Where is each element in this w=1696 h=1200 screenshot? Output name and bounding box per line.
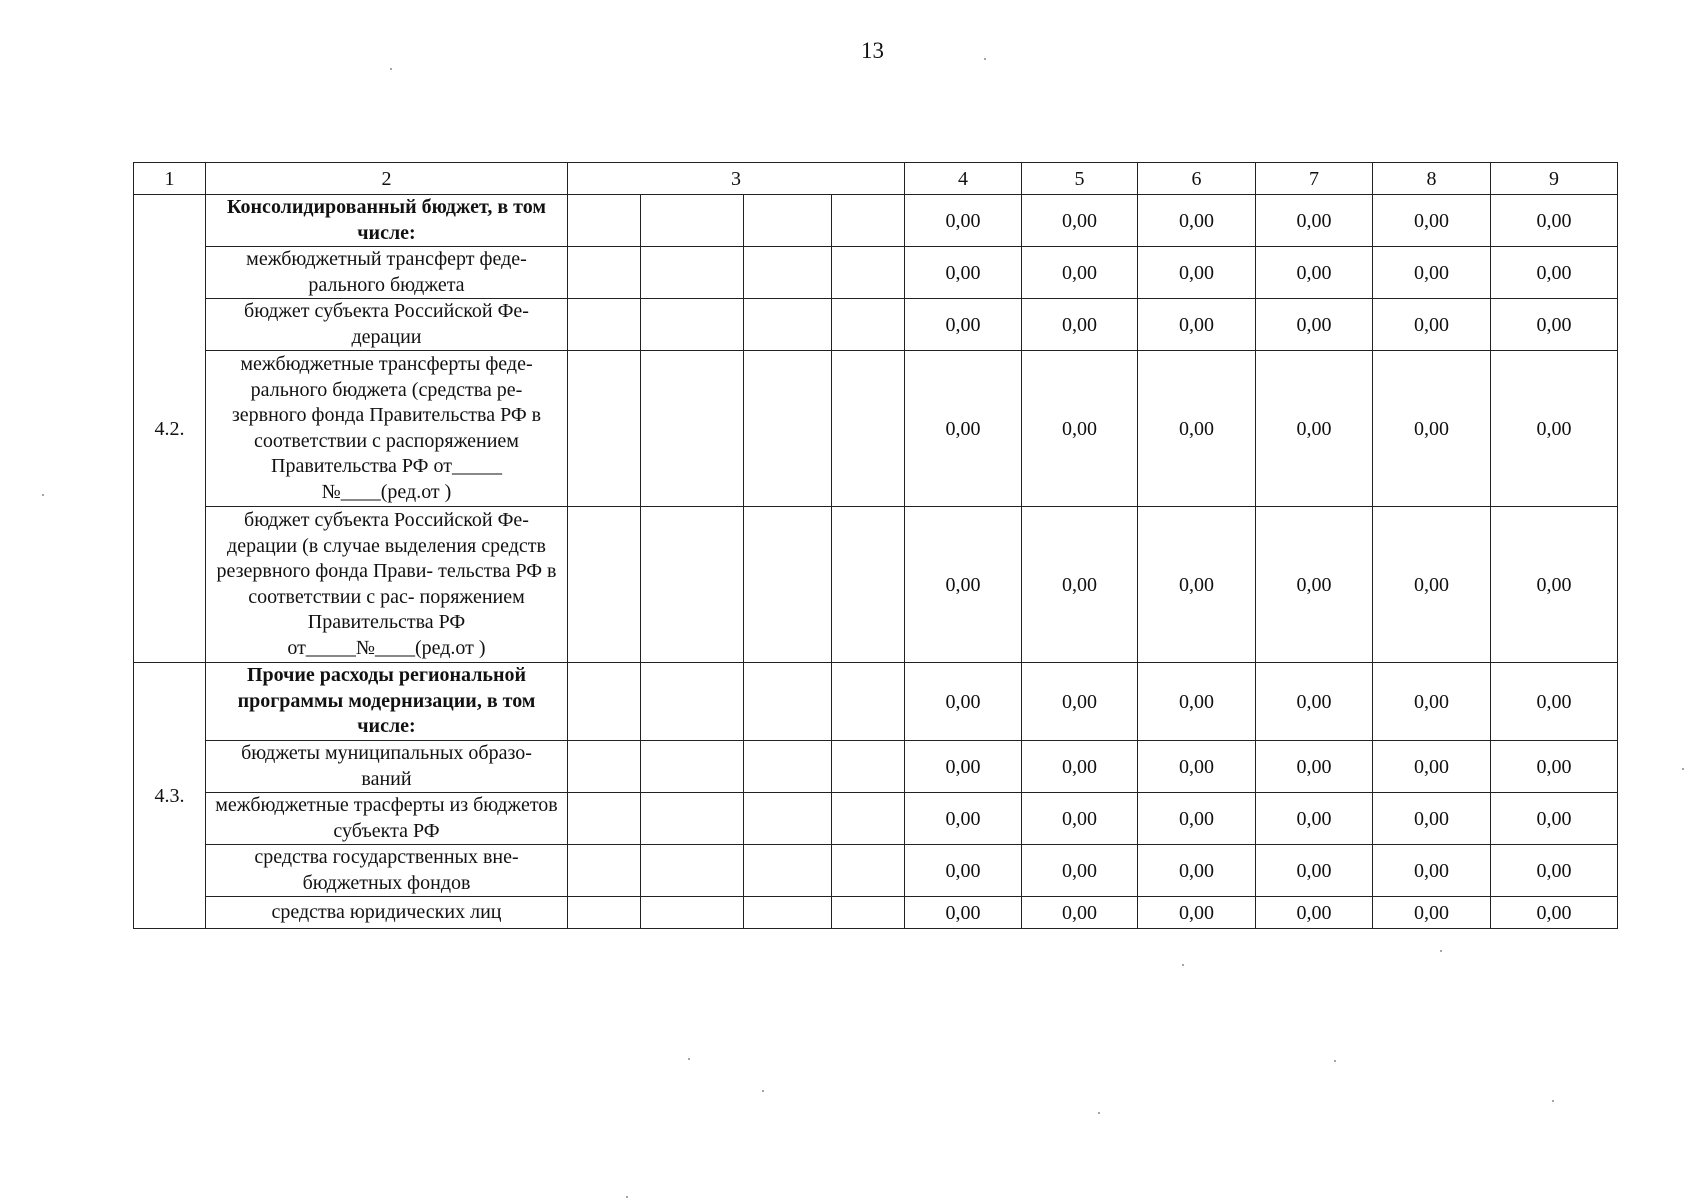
value-cell: 0,00 (1491, 845, 1618, 897)
value-cell: 0,00 (1022, 897, 1138, 929)
scan-speck (688, 1058, 690, 1060)
empty-cell (744, 507, 832, 663)
empty-cell (641, 507, 744, 663)
value-cell: 0,00 (1256, 299, 1373, 351)
value-cell: 0,00 (1022, 351, 1138, 507)
value-cell: 0,00 (1022, 299, 1138, 351)
empty-cell (744, 897, 832, 929)
row-label: межбюджетные трасферты из бюджетов субъекта РФ (206, 793, 568, 845)
value-cell: 0,00 (1256, 845, 1373, 897)
value-cell: 0,00 (1138, 793, 1256, 845)
empty-cell (568, 741, 641, 793)
value-cell: 0,00 (1138, 247, 1256, 299)
header-cell: 4 (905, 163, 1022, 195)
scan-speck (1682, 768, 1684, 770)
row-label: Консолидированный бюджет, в том числе: (206, 195, 568, 247)
empty-cell (744, 299, 832, 351)
empty-cell (832, 793, 905, 845)
empty-cell (641, 299, 744, 351)
value-cell: 0,00 (1491, 507, 1618, 663)
value-cell: 0,00 (1491, 195, 1618, 247)
value-cell: 0,00 (1491, 793, 1618, 845)
value-cell: 0,00 (1138, 845, 1256, 897)
row-label: бюджеты муниципальных образо- ваний (206, 741, 568, 793)
scan-speck (390, 68, 392, 70)
value-cell: 0,00 (1373, 351, 1491, 507)
value-cell: 0,00 (1138, 351, 1256, 507)
value-cell: 0,00 (1138, 195, 1256, 247)
value-cell: 0,00 (1256, 507, 1373, 663)
scan-speck (1098, 1112, 1100, 1114)
row-label: межбюджетный трансферт феде- рального бюджета (206, 247, 568, 299)
value-cell: 0,00 (1022, 793, 1138, 845)
scan-speck (1440, 950, 1442, 952)
empty-cell (641, 351, 744, 507)
value-cell: 0,00 (1373, 845, 1491, 897)
value-cell: 0,00 (905, 741, 1022, 793)
value-cell: 0,00 (1373, 663, 1491, 741)
empty-cell (568, 845, 641, 897)
table-row (134, 195, 1618, 247)
empty-cell (832, 299, 905, 351)
value-cell: 0,00 (905, 845, 1022, 897)
value-cell: 0,00 (1373, 299, 1491, 351)
empty-cell (744, 845, 832, 897)
row-label: средства юридических лиц (206, 897, 568, 929)
row-label: межбюджетные трансферты феде- рального бюджета (средства ре- зервного фонда Правительства РФ в соответствии с распоряжением Правительства РФ от_____ №____(ред.от ) (206, 351, 568, 507)
value-cell: 0,00 (1022, 195, 1138, 247)
empty-cell (744, 247, 832, 299)
row-label: бюджет субъекта Российской Фе- дерации (в случае выделения средств резервного фонда Прави- тельства РФ в соответствии с рас- поряжением Правительства РФ от_____№____(ред.от ) (206, 507, 568, 663)
value-cell: 0,00 (1256, 793, 1373, 845)
empty-cell (832, 897, 905, 929)
value-cell: 0,00 (1373, 195, 1491, 247)
table-row (134, 897, 1618, 929)
empty-cell (641, 663, 744, 741)
value-cell: 0,00 (1491, 897, 1618, 929)
table-row (134, 351, 1618, 507)
table-row (134, 845, 1618, 897)
scan-speck (626, 1196, 628, 1198)
value-cell: 0,00 (1138, 741, 1256, 793)
section-number: 4.3. (134, 663, 206, 929)
section-number: 4.2. (134, 195, 206, 663)
empty-cell (832, 845, 905, 897)
table-row (134, 507, 1618, 663)
empty-cell (744, 195, 832, 247)
empty-cell (832, 247, 905, 299)
value-cell: 0,00 (1256, 195, 1373, 247)
empty-cell (641, 195, 744, 247)
empty-cell (568, 507, 641, 663)
empty-cell (832, 741, 905, 793)
empty-cell (744, 741, 832, 793)
table-row (134, 299, 1618, 351)
header-cell: 6 (1138, 163, 1256, 195)
value-cell: 0,00 (1256, 741, 1373, 793)
empty-cell (568, 299, 641, 351)
value-cell: 0,00 (1138, 897, 1256, 929)
empty-cell (641, 845, 744, 897)
empty-cell (641, 793, 744, 845)
empty-cell (568, 793, 641, 845)
value-cell: 0,00 (1491, 741, 1618, 793)
table-row (134, 663, 1618, 741)
empty-cell (744, 351, 832, 507)
empty-cell (641, 741, 744, 793)
value-cell: 0,00 (1256, 897, 1373, 929)
value-cell: 0,00 (1491, 663, 1618, 741)
value-cell: 0,00 (1491, 247, 1618, 299)
value-cell: 0,00 (905, 793, 1022, 845)
value-cell: 0,00 (905, 299, 1022, 351)
value-cell: 0,00 (1373, 897, 1491, 929)
empty-cell (832, 195, 905, 247)
scan-speck (1552, 1100, 1554, 1102)
header-cell: 9 (1491, 163, 1618, 195)
empty-cell (641, 247, 744, 299)
value-cell: 0,00 (905, 247, 1022, 299)
empty-cell (568, 663, 641, 741)
empty-cell (568, 247, 641, 299)
empty-cell (832, 507, 905, 663)
value-cell: 0,00 (1256, 351, 1373, 507)
value-cell: 0,00 (1022, 741, 1138, 793)
empty-cell (568, 897, 641, 929)
value-cell: 0,00 (1491, 351, 1618, 507)
value-cell: 0,00 (1022, 663, 1138, 741)
header-cell: 3 (568, 163, 905, 195)
value-cell: 0,00 (1373, 247, 1491, 299)
value-cell: 0,00 (1373, 741, 1491, 793)
value-cell: 0,00 (905, 507, 1022, 663)
header-cell: 1 (134, 163, 206, 195)
value-cell: 0,00 (1138, 663, 1256, 741)
scan-speck (984, 58, 986, 60)
value-cell: 0,00 (905, 663, 1022, 741)
value-cell: 0,00 (1138, 507, 1256, 663)
scan-speck (1334, 1060, 1336, 1062)
empty-cell (832, 663, 905, 741)
value-cell: 0,00 (1022, 247, 1138, 299)
empty-cell (744, 793, 832, 845)
header-cell: 5 (1022, 163, 1138, 195)
page-number: 13 (861, 38, 884, 63)
header-row (134, 163, 1618, 195)
scan-speck (1182, 964, 1184, 966)
row-label: средства государственных вне- бюджетных фондов (206, 845, 568, 897)
row-label: бюджет субъекта Российской Фе- дерации (206, 299, 568, 351)
scan-speck (762, 1090, 764, 1092)
value-cell: 0,00 (1373, 507, 1491, 663)
table-row (134, 247, 1618, 299)
scan-speck (42, 494, 44, 496)
header-cell: 7 (1256, 163, 1373, 195)
table-row (134, 793, 1618, 845)
value-cell: 0,00 (1491, 299, 1618, 351)
value-cell: 0,00 (905, 195, 1022, 247)
value-cell: 0,00 (905, 351, 1022, 507)
value-cell: 0,00 (1022, 845, 1138, 897)
empty-cell (641, 897, 744, 929)
value-cell: 0,00 (1256, 663, 1373, 741)
empty-cell (568, 195, 641, 247)
value-cell: 0,00 (905, 897, 1022, 929)
empty-cell (832, 351, 905, 507)
value-cell: 0,00 (1138, 299, 1256, 351)
row-label: Прочие расходы региональной программы модернизации, в том числе: (206, 663, 568, 741)
table-row (134, 741, 1618, 793)
value-cell: 0,00 (1256, 247, 1373, 299)
value-cell: 0,00 (1022, 507, 1138, 663)
value-cell: 0,00 (1373, 793, 1491, 845)
empty-cell (568, 351, 641, 507)
header-cell: 2 (206, 163, 568, 195)
budget-table (133, 162, 1618, 929)
header-cell: 8 (1373, 163, 1491, 195)
empty-cell (744, 663, 832, 741)
